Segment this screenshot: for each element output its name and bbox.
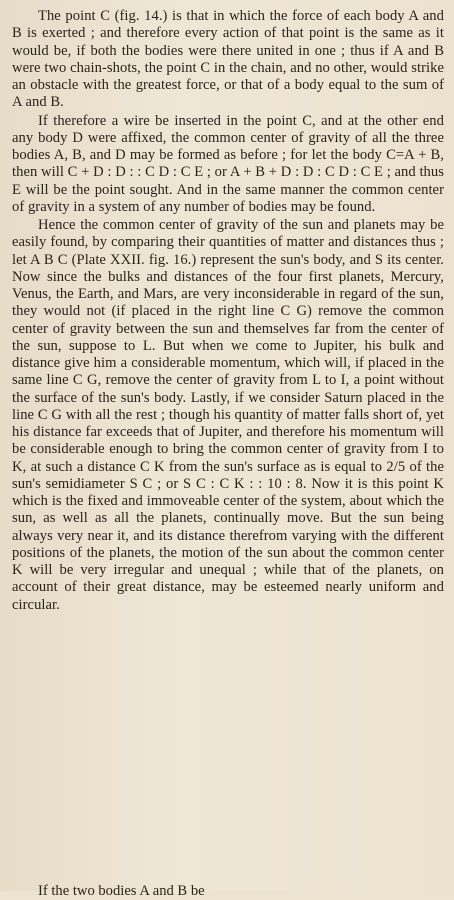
paragraph-1: The point C (fig. 14.) is that in which the force of each body A and B is exerted ; and therefore every action of that point is the same as it would be, if both the bodies were there united in one ; thus if A and B were two chain-shots, the point C in the chain, and no other, would strike an obstacle with the greatest force, or that of a body equal to the sum of A and B. — [12, 8, 444, 111]
paragraph-3: Hence the common center of gravity of the sun and planets may be easily found, by comparing their quantities of matter and distances thus ; let A B C (Plate XXII. fig. 16.) represent the sun's body, and S its center. Now since the bulks and distances of the four first planets, Mercury, Venus, the Earth, and Mars, are very inconsiderable in regard of the sun, they would not (if placed in the right line C G) remove the common center of gravity between the sun and themselves far from the center of the sun, suppose to L. But when we come to Jupiter, his bulk and distance give him a considerable momentum, which will, if placed in the same line C G, remove the center of gravity from L to I, a point without the surface of the sun's body. Lastly, if we consider Saturn placed in the line C G with all the rest ; though his quantity of matter falls short of, yet his distance far exceeds that of Jupiter, and therefore his momentum will be considerable enough to bring the common center of gravity from I to K, at such a distance C K from the sun's surface as is equal to 2/5 of the sun's semidiameter S C ; or S C : C K : : 10 : 8. Now it is this point K which is the fixed and immoveable center of the system, about which the sun, as well as all the planets, continually move. But the sun being always very near it, and its distance therefrom varying with the different positions of the planets, the motion of the sun about the common center K will be very irregular and unequal ; while that of the planets, on account of their great distance, may be esteemed nearly uniform and circular. — [12, 217, 444, 613]
cut-off-line: If the two bodies A and B be — [38, 883, 205, 899]
paragraph-2: If therefore a wire be inserted in the point C, and at the other end any body D were affixed, the common center of gravity of all the three bodies A, B, and D may be formed as before ; for let the body C=A + B, then will C + D : D : : C D : C E ; or A + B + D : D : C D : C E ; and thus E will be the point sought. And in the same manner the common center of gravity in a system of any number of bodies may be found. — [12, 112, 444, 215]
